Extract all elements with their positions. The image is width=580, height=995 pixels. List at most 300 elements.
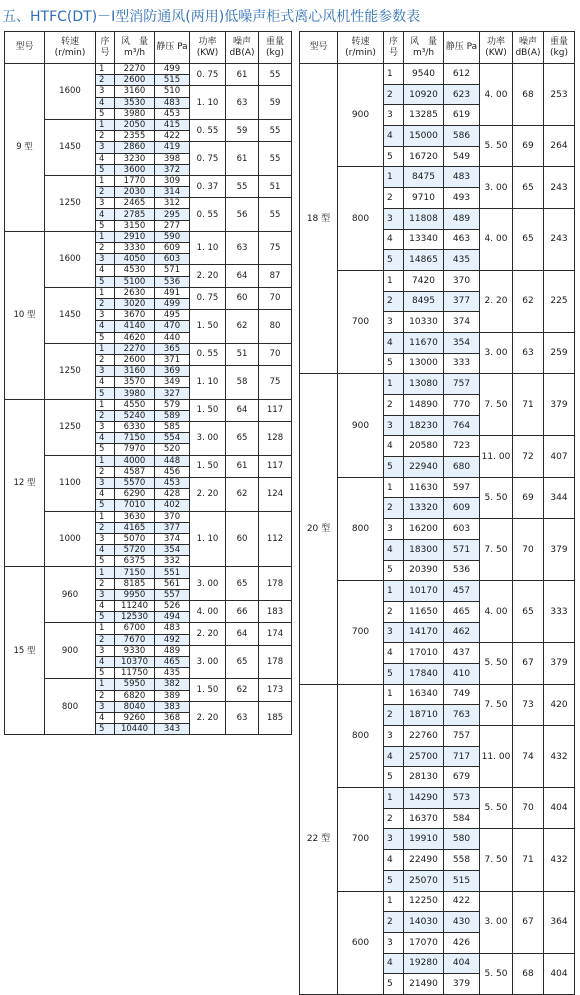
pressure-cell: 589: [155, 410, 190, 421]
airflow-cell: 22940: [404, 457, 444, 478]
speed-cell: 700: [338, 581, 384, 684]
speed-cell: 1100: [45, 455, 96, 511]
airflow-cell: 11240: [115, 601, 155, 612]
weight-cell: 420: [544, 684, 575, 725]
speed-cell: 1600: [45, 231, 96, 287]
pressure-cell: 536: [155, 276, 190, 287]
pressure-cell: 368: [155, 712, 190, 723]
weight-cell: 185: [259, 701, 292, 735]
table-row: [5, 455, 292, 466]
airflow-cell: 17010: [404, 643, 444, 664]
airflow-cell: 11650: [404, 601, 444, 622]
power-cell: 2. 20: [190, 477, 226, 511]
airflow-cell: 4620: [115, 332, 155, 343]
pressure-cell: 597: [444, 477, 480, 498]
pressure-cell: 551: [155, 567, 190, 578]
power-cell: 7. 50: [480, 519, 513, 581]
power-cell: 0. 55: [190, 198, 226, 232]
performance-table-right: [299, 31, 575, 995]
noise-cell: 60: [226, 511, 259, 567]
airflow-cell: 3150: [115, 220, 155, 231]
seq-cell: 4: [384, 953, 404, 974]
seq-cell: 3: [384, 208, 404, 229]
table-row: [5, 287, 292, 298]
power-cell: 0. 55: [190, 119, 226, 141]
noise-cell: 55: [226, 175, 259, 197]
pressure-cell: 717: [444, 746, 480, 767]
model-cell: 20 型: [300, 374, 338, 684]
airflow-cell: 18230: [404, 415, 444, 436]
table-row: [300, 167, 575, 188]
airflow-cell: 12250: [404, 891, 444, 912]
pressure-cell: 763: [444, 705, 480, 726]
airflow-cell: 2270: [115, 343, 155, 354]
airflow-cell: 2050: [115, 119, 155, 130]
table-row: [5, 119, 292, 130]
performance-table-left: [4, 31, 292, 735]
seq-cell: 2: [96, 522, 115, 533]
table-row: [300, 270, 575, 291]
noise-cell: 65: [226, 567, 259, 601]
seq-cell: 5: [96, 444, 115, 455]
airflow-cell: 22760: [404, 726, 444, 747]
power-cell: 3. 00: [480, 332, 513, 373]
table-row: [5, 623, 292, 634]
noise-cell: 66: [226, 601, 259, 623]
seq-cell: 3: [384, 932, 404, 953]
airflow-cell: 16370: [404, 808, 444, 829]
seq-cell: 4: [96, 97, 115, 108]
seq-cell: 1: [384, 891, 404, 912]
pressure-cell: 609: [444, 498, 480, 519]
power-cell: 1. 10: [190, 366, 226, 400]
weight-cell: 264: [544, 126, 575, 167]
airflow-cell: 7010: [115, 500, 155, 511]
speed-cell: 900: [45, 623, 96, 679]
table-row: [5, 175, 292, 186]
pressure-cell: 333: [444, 353, 480, 374]
airflow-cell: 2600: [115, 75, 155, 86]
airflow-cell: 18300: [404, 539, 444, 560]
header-airflow: 风 量 m³/h: [115, 32, 155, 64]
seq-cell: 3: [96, 422, 115, 433]
seq-cell: 2: [384, 498, 404, 519]
noise-cell: 61: [226, 64, 259, 86]
airflow-cell: 10370: [115, 656, 155, 667]
airflow-cell: 2600: [115, 354, 155, 365]
seq-cell: 4: [384, 229, 404, 250]
pressure-cell: 612: [444, 64, 480, 85]
seq-cell: 1: [384, 581, 404, 602]
seq-cell: 1: [96, 511, 115, 522]
pressure-cell: 435: [155, 668, 190, 679]
noise-cell: 64: [226, 623, 259, 645]
seq-cell: 2: [96, 690, 115, 701]
seq-cell: 3: [384, 312, 404, 333]
pressure-cell: 557: [155, 589, 190, 600]
table-header-row: [5, 32, 292, 64]
header-model: 型号: [5, 32, 45, 64]
pressure-cell: 679: [444, 767, 480, 788]
airflow-cell: 11670: [404, 332, 444, 353]
seq-cell: 4: [96, 712, 115, 723]
airflow-cell: 6290: [115, 489, 155, 500]
seq-cell: 5: [384, 560, 404, 581]
seq-cell: 4: [96, 601, 115, 612]
table-row: [300, 374, 575, 395]
table-row: [5, 567, 292, 578]
airflow-cell: 5570: [115, 477, 155, 488]
airflow-cell: 3330: [115, 243, 155, 254]
table-body-left: [5, 64, 292, 735]
pressure-cell: 435: [444, 250, 480, 271]
table-row: [300, 581, 575, 602]
seq-cell: 5: [384, 457, 404, 478]
power-cell: 3. 00: [190, 645, 226, 679]
weight-cell: 124: [259, 477, 292, 511]
weight-cell: 117: [259, 455, 292, 477]
airflow-cell: 4587: [115, 466, 155, 477]
airflow-cell: 14030: [404, 912, 444, 933]
airflow-cell: 4550: [115, 399, 155, 410]
airflow-cell: 10330: [404, 312, 444, 333]
header-pressure: 静压 Pa: [444, 32, 480, 64]
power-cell: 0. 75: [190, 142, 226, 176]
power-cell: 7. 50: [480, 829, 513, 891]
weight-cell: 243: [544, 167, 575, 208]
seq-cell: 5: [96, 164, 115, 175]
airflow-cell: 9260: [115, 712, 155, 723]
power-cell: 5. 50: [480, 788, 513, 829]
seq-cell: 3: [96, 142, 115, 153]
power-cell: 7. 50: [480, 684, 513, 725]
header-weight: 重量 (kg): [259, 32, 292, 64]
weight-cell: 432: [544, 829, 575, 891]
airflow-cell: 2910: [115, 231, 155, 242]
airflow-cell: 6375: [115, 556, 155, 567]
airflow-cell: 15000: [404, 126, 444, 147]
table-row: [5, 679, 292, 690]
airflow-cell: 8040: [115, 701, 155, 712]
pressure-cell: 491: [155, 287, 190, 298]
seq-cell: 1: [96, 399, 115, 410]
airflow-cell: 19910: [404, 829, 444, 850]
weight-cell: 344: [544, 477, 575, 518]
speed-cell: 1450: [45, 287, 96, 343]
airflow-cell: 5240: [115, 410, 155, 421]
noise-cell: 71: [513, 374, 544, 436]
pressure-cell: 389: [155, 690, 190, 701]
airflow-cell: 17070: [404, 932, 444, 953]
pressure-cell: 369: [155, 366, 190, 377]
seq-cell: 5: [96, 388, 115, 399]
noise-cell: 68: [513, 64, 544, 126]
header-power: 功率 (KW): [480, 32, 513, 64]
pressure-cell: 377: [155, 522, 190, 533]
pressure-cell: 462: [444, 622, 480, 643]
power-cell: 1. 10: [190, 86, 226, 120]
noise-cell: 65: [513, 167, 544, 208]
seq-cell: 1: [384, 64, 404, 85]
seq-cell: 2: [96, 243, 115, 254]
seq-cell: 2: [96, 410, 115, 421]
airflow-cell: 22490: [404, 850, 444, 871]
airflow-cell: 3600: [115, 164, 155, 175]
pressure-cell: 374: [155, 533, 190, 544]
seq-cell: 3: [96, 533, 115, 544]
weight-cell: 75: [259, 366, 292, 400]
power-cell: 5. 50: [480, 643, 513, 684]
pressure-cell: 590: [155, 231, 190, 242]
airflow-cell: 10920: [404, 84, 444, 105]
airflow-cell: 3230: [115, 153, 155, 164]
airflow-cell: 3530: [115, 97, 155, 108]
seq-cell: 5: [384, 250, 404, 271]
speed-cell: 1250: [45, 343, 96, 399]
pressure-cell: 426: [444, 932, 480, 953]
pressure-cell: 430: [444, 912, 480, 933]
model-cell: 22 型: [300, 684, 338, 994]
speed-cell: 900: [338, 64, 384, 167]
pressure-cell: 494: [155, 612, 190, 623]
speed-cell: 800: [45, 679, 96, 735]
power-cell: 11. 00: [480, 436, 513, 477]
airflow-cell: 14890: [404, 395, 444, 416]
power-cell: 0. 75: [190, 287, 226, 309]
seq-cell: 3: [384, 622, 404, 643]
seq-cell: 4: [96, 377, 115, 388]
power-cell: 0. 37: [190, 175, 226, 197]
pressure-cell: 374: [444, 312, 480, 333]
airflow-cell: 3980: [115, 108, 155, 119]
seq-cell: 5: [96, 108, 115, 119]
airflow-cell: 10440: [115, 724, 155, 735]
noise-cell: 62: [226, 477, 259, 511]
speed-cell: 960: [45, 567, 96, 623]
seq-cell: 1: [96, 679, 115, 690]
seq-cell: 1: [96, 175, 115, 186]
header-seq: 序 号: [384, 32, 404, 64]
header-pressure: 静压 Pa: [155, 32, 190, 64]
speed-cell: 1000: [45, 511, 96, 567]
noise-cell: 62: [513, 270, 544, 332]
pressure-cell: 314: [155, 187, 190, 198]
header-speed: 转速 (r/min): [45, 32, 96, 64]
seq-cell: 4: [96, 265, 115, 276]
pressure-cell: 561: [155, 578, 190, 589]
airflow-cell: 3160: [115, 366, 155, 377]
airflow-cell: 1770: [115, 175, 155, 186]
seq-cell: 1: [384, 788, 404, 809]
airflow-cell: 11750: [115, 668, 155, 679]
seq-cell: 3: [96, 366, 115, 377]
pressure-cell: 377: [444, 291, 480, 312]
weight-cell: 55: [259, 142, 292, 176]
noise-cell: 69: [513, 477, 544, 518]
seq-cell: 2: [96, 354, 115, 365]
power-cell: 3. 00: [190, 422, 226, 456]
airflow-cell: 17840: [404, 663, 444, 684]
noise-cell: 65: [226, 422, 259, 456]
pressure-cell: 585: [155, 422, 190, 433]
seq-cell: 2: [96, 187, 115, 198]
speed-cell: 1450: [45, 119, 96, 175]
noise-cell: 72: [513, 436, 544, 477]
noise-cell: 73: [513, 684, 544, 725]
weight-cell: 253: [544, 64, 575, 126]
weight-cell: 55: [259, 119, 292, 141]
seq-cell: 4: [96, 433, 115, 444]
pressure-cell: 492: [155, 634, 190, 645]
pressure-cell: 312: [155, 198, 190, 209]
pressure-cell: 365: [155, 343, 190, 354]
pressure-cell: 419: [155, 142, 190, 153]
header-weight: 重量 (kg): [544, 32, 575, 64]
pressure-cell: 379: [444, 974, 480, 995]
airflow-cell: 11630: [404, 477, 444, 498]
table-row: [300, 64, 575, 85]
power-cell: 0. 55: [190, 343, 226, 365]
seq-cell: 4: [96, 656, 115, 667]
weight-cell: 404: [544, 953, 575, 994]
seq-cell: 3: [384, 726, 404, 747]
airflow-cell: 5100: [115, 276, 155, 287]
pressure-cell: 456: [155, 466, 190, 477]
seq-cell: 4: [96, 321, 115, 332]
airflow-cell: 6820: [115, 690, 155, 701]
weight-cell: 379: [544, 374, 575, 436]
airflow-cell: 5070: [115, 533, 155, 544]
seq-cell: 4: [384, 746, 404, 767]
power-cell: 2. 20: [480, 270, 513, 332]
seq-cell: 5: [384, 974, 404, 995]
airflow-cell: 14290: [404, 788, 444, 809]
pressure-cell: 309: [155, 175, 190, 186]
airflow-cell: 7970: [115, 444, 155, 455]
power-cell: 4. 00: [480, 208, 513, 270]
pressure-cell: 457: [444, 581, 480, 602]
airflow-cell: 2785: [115, 209, 155, 220]
seq-cell: 3: [96, 589, 115, 600]
seq-cell: 1: [96, 343, 115, 354]
speed-cell: 800: [338, 684, 384, 787]
header-airflow: 风 量 m³/h: [404, 32, 444, 64]
seq-cell: 1: [384, 477, 404, 498]
noise-cell: 70: [513, 519, 544, 581]
pressure-cell: 579: [155, 399, 190, 410]
seq-cell: 5: [96, 220, 115, 231]
airflow-cell: 25700: [404, 746, 444, 767]
page-title: 五、HTFC(DT)－Ⅰ型消防通风(两用)低噪声柜式离心风机性能参数表: [2, 9, 421, 25]
seq-cell: 3: [384, 519, 404, 540]
pressure-cell: 437: [444, 643, 480, 664]
seq-cell: 1: [96, 231, 115, 242]
weight-cell: 51: [259, 175, 292, 197]
power-cell: 2. 20: [190, 623, 226, 645]
airflow-cell: 8185: [115, 578, 155, 589]
pressure-cell: 382: [155, 679, 190, 690]
power-cell: 1. 50: [190, 679, 226, 701]
pressure-cell: 680: [444, 457, 480, 478]
weight-cell: 75: [259, 231, 292, 265]
airflow-cell: 9710: [404, 188, 444, 209]
speed-cell: 1600: [45, 64, 96, 120]
noise-cell: 70: [513, 788, 544, 829]
pressure-cell: 495: [155, 310, 190, 321]
speed-cell: 1250: [45, 175, 96, 231]
seq-cell: 1: [96, 64, 115, 75]
airflow-cell: 2270: [115, 64, 155, 75]
noise-cell: 51: [226, 343, 259, 365]
seq-cell: 1: [96, 623, 115, 634]
pressure-cell: 354: [444, 332, 480, 353]
pressure-cell: 428: [155, 489, 190, 500]
airflow-cell: 2355: [115, 131, 155, 142]
seq-cell: 3: [96, 701, 115, 712]
airflow-cell: 14170: [404, 622, 444, 643]
weight-cell: 87: [259, 265, 292, 287]
pressure-cell: 515: [155, 75, 190, 86]
seq-cell: 3: [96, 198, 115, 209]
pressure-cell: 764: [444, 415, 480, 436]
pressure-cell: 354: [155, 545, 190, 556]
airflow-cell: 19280: [404, 953, 444, 974]
seq-cell: 3: [384, 105, 404, 126]
noise-cell: 63: [226, 86, 259, 120]
airflow-cell: 7420: [404, 270, 444, 291]
speed-cell: 800: [338, 167, 384, 270]
airflow-cell: 5950: [115, 679, 155, 690]
weight-cell: 183: [259, 601, 292, 623]
weight-cell: 404: [544, 788, 575, 829]
weight-cell: 333: [544, 581, 575, 643]
model-cell: 9 型: [5, 64, 45, 232]
table-row: [300, 891, 575, 912]
pressure-cell: 372: [155, 164, 190, 175]
pressure-cell: 510: [155, 86, 190, 97]
pressure-cell: 603: [444, 519, 480, 540]
noise-cell: 56: [226, 198, 259, 232]
airflow-cell: 9330: [115, 645, 155, 656]
seq-cell: 4: [96, 153, 115, 164]
seq-cell: 4: [384, 126, 404, 147]
weight-cell: 259: [544, 332, 575, 373]
power-cell: 5. 50: [480, 126, 513, 167]
noise-cell: 71: [513, 829, 544, 891]
weight-cell: 112: [259, 511, 292, 567]
weight-cell: 178: [259, 567, 292, 601]
power-cell: 7. 50: [480, 374, 513, 436]
airflow-cell: 14865: [404, 250, 444, 271]
airflow-cell: 16200: [404, 519, 444, 540]
seq-cell: 5: [384, 767, 404, 788]
weight-cell: 178: [259, 645, 292, 679]
airflow-cell: 8475: [404, 167, 444, 188]
seq-cell: 1: [96, 567, 115, 578]
airflow-cell: 4165: [115, 522, 155, 533]
header-model: 型号: [300, 32, 338, 64]
airflow-cell: 7150: [115, 433, 155, 444]
noise-cell: 67: [513, 891, 544, 953]
airflow-cell: 16720: [404, 146, 444, 167]
seq-cell: 4: [384, 850, 404, 871]
airflow-cell: 9540: [404, 64, 444, 85]
seq-cell: 5: [96, 332, 115, 343]
weight-cell: 70: [259, 287, 292, 309]
airflow-cell: 6700: [115, 623, 155, 634]
pressure-cell: 536: [444, 560, 480, 581]
seq-cell: 5: [384, 663, 404, 684]
